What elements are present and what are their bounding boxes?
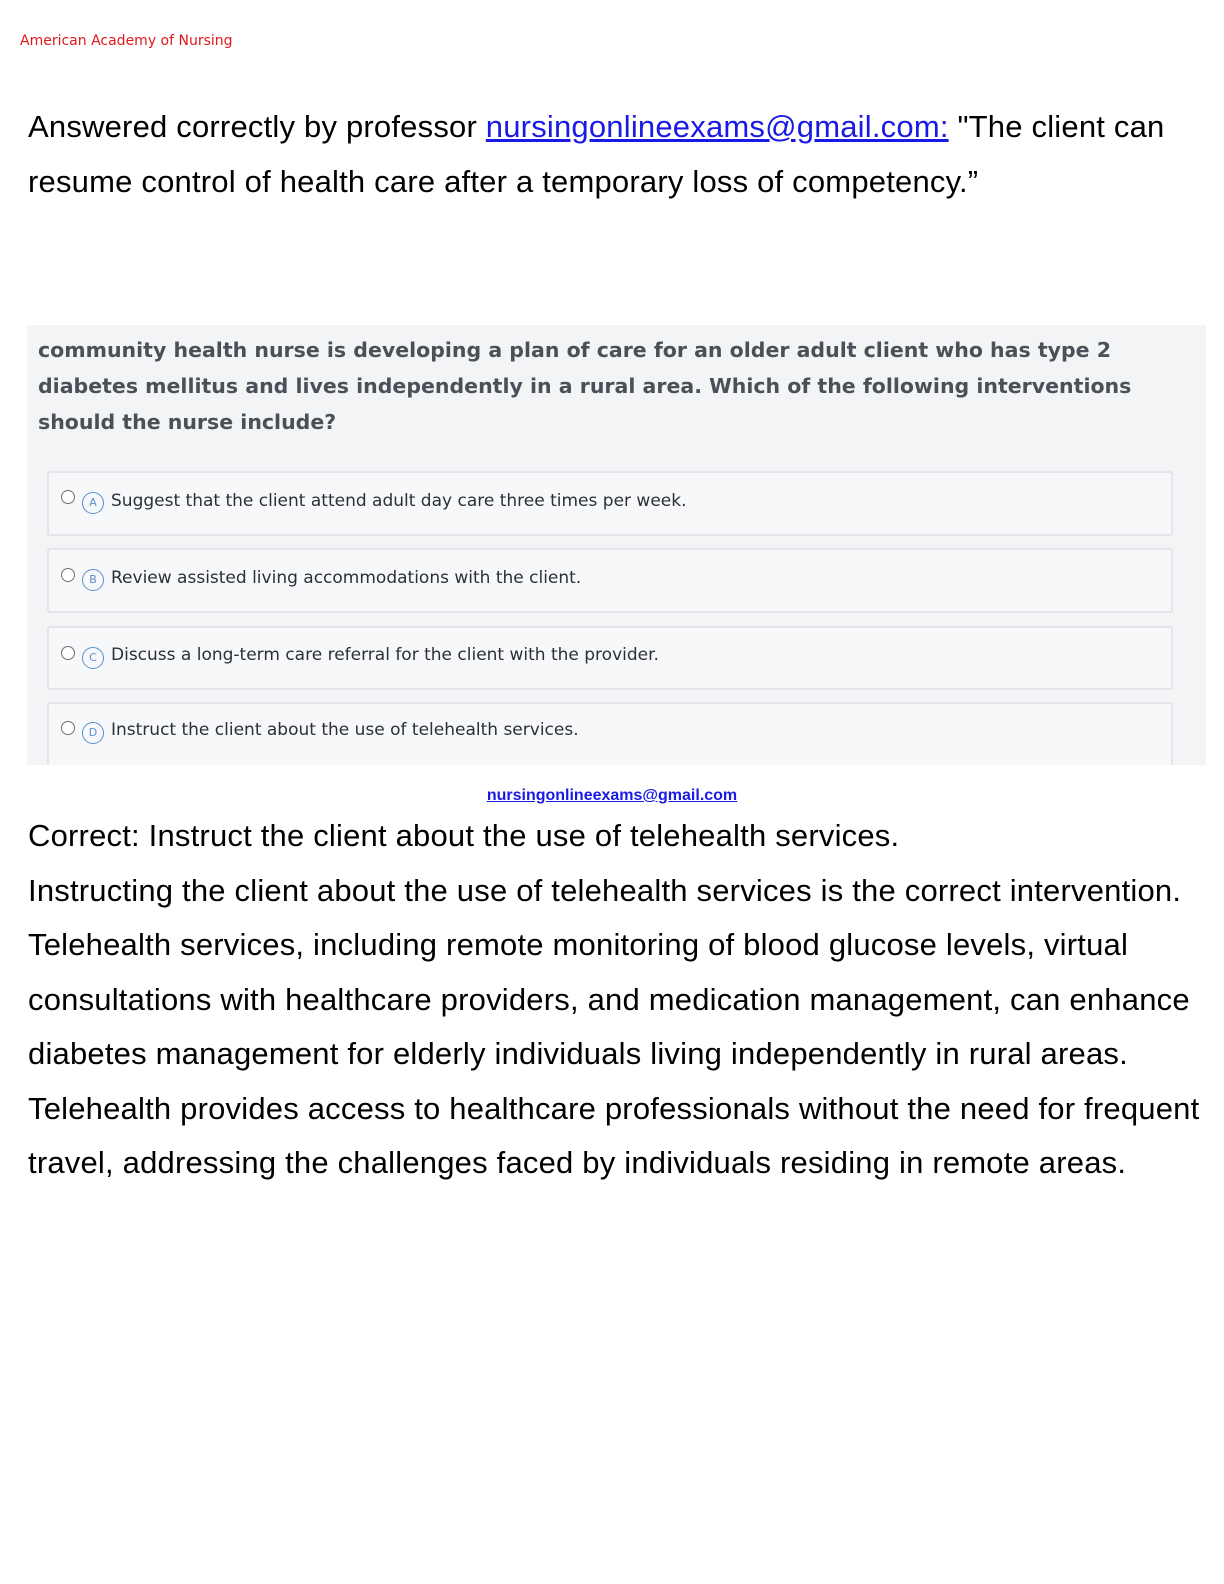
radio-button[interactable] <box>61 721 75 735</box>
option-text: Review assisted living accommodations with the client. <box>111 568 582 588</box>
option-c[interactable] <box>47 626 1173 690</box>
quiz-screenshot <box>27 325 1206 765</box>
option-a[interactable] <box>47 471 1173 536</box>
option-d[interactable] <box>47 702 1173 765</box>
correct-answer: Correct: Instruct the client about the use of telehealth services. <box>28 818 900 853</box>
option-letter-badge: A <box>82 492 104 514</box>
option-text: Suggest that the client attend adult day care three times per week. <box>111 491 687 511</box>
organization-header: American Academy of Nursing <box>20 33 233 49</box>
option-letter-badge: B <box>82 569 104 591</box>
answer-prefix: Answered correctly by professor <box>28 109 486 144</box>
quiz-question: community health nurse is developing a plan of care for an older adult client who has type 2 diabetes mellitus and lives independently in a rural area. Which of the following interventions should the nurse include? <box>38 338 1132 434</box>
option-letter-badge: C <box>82 647 104 669</box>
explanation-text: Instructing the client about the use of telehealth services is the correct intervention. Telehealth services, including remote monitoring of blood glucose levels, virtual consultations with healthcare providers, and medication management, can enhance diabetes management for elderly individuals living independently in rural areas. Telehealth provides access to healthcare professionals without the need for frequent travel, addressing the challenges faced by individuals residing in remote areas. <box>28 872 1200 1180</box>
explanation-block <box>28 809 1208 1191</box>
radio-button[interactable] <box>61 646 75 660</box>
option-text: Discuss a long-term care referral for the client with the provider. <box>111 645 659 665</box>
email-link[interactable]: nursingonlineexams@gmail.com: <box>485 109 949 144</box>
answer-statement <box>28 100 1198 209</box>
answer-quote: "The client can resume control of health care after a temporary loss of competency.” <box>28 109 1165 199</box>
option-b[interactable] <box>47 548 1173 613</box>
option-letter-badge: D <box>82 722 104 744</box>
radio-button[interactable] <box>61 490 75 504</box>
radio-button[interactable] <box>61 568 75 582</box>
contact-email-link[interactable]: nursingonlineexams@gmail.com <box>486 787 738 804</box>
option-text: Instruct the client about the use of telehealth services. <box>111 720 579 740</box>
